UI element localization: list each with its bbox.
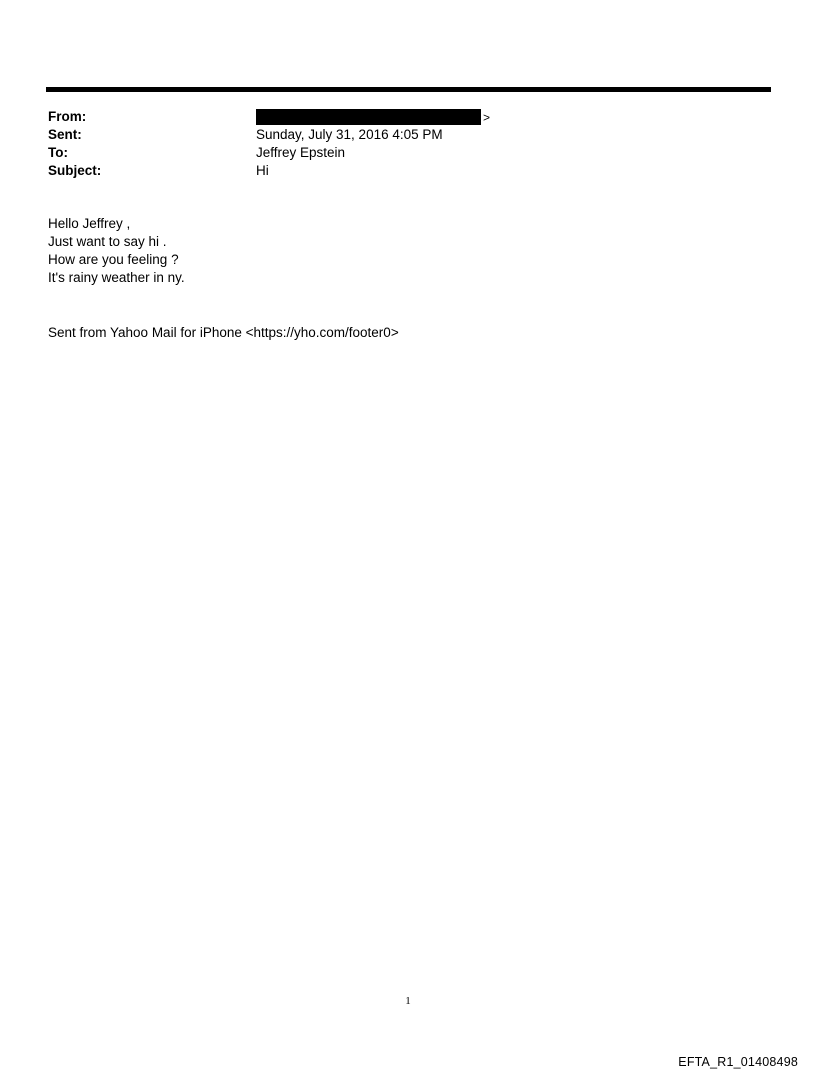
sent-row	[48, 126, 490, 144]
from-suffix: >	[483, 110, 491, 125]
header-divider	[46, 87, 771, 92]
to-value: Jeffrey Epstein	[256, 145, 346, 160]
body-line: How are you feeling ?	[48, 252, 179, 267]
email-body	[48, 215, 185, 287]
subject-row	[48, 162, 490, 180]
subject-label: Subject:	[48, 163, 102, 178]
email-header	[48, 108, 490, 180]
sent-label: Sent:	[48, 127, 82, 142]
to-row	[48, 144, 490, 162]
redaction-box	[256, 109, 481, 125]
body-line: Just want to say hi .	[48, 234, 167, 249]
to-label: To:	[48, 145, 68, 160]
page-number: 1	[405, 995, 411, 1007]
email-signature: Sent from Yahoo Mail for iPhone <https://yho.com/footer0>	[48, 325, 399, 340]
body-line: It's rainy weather in ny.	[48, 270, 185, 285]
document-id: EFTA_R1_01408498	[678, 1055, 798, 1069]
sent-value: Sunday, July 31, 2016 4:05 PM	[256, 127, 443, 142]
body-line: Hello Jeffrey ,	[48, 216, 131, 231]
from-label: From:	[48, 109, 87, 124]
from-value	[256, 108, 490, 126]
from-row	[48, 108, 490, 126]
subject-value: Hi	[256, 163, 269, 178]
